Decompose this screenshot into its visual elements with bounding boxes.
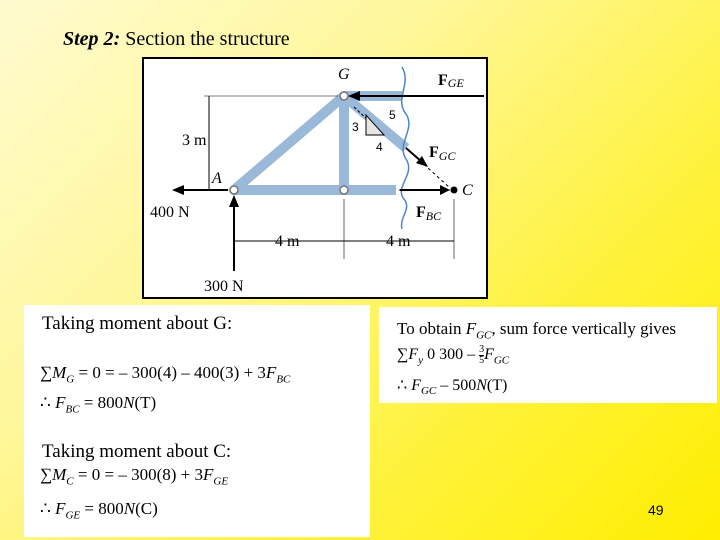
label-slope-rise: 3 xyxy=(352,120,359,134)
arrow-400N-head xyxy=(172,185,184,195)
label-dim-right: 4 m xyxy=(386,233,411,250)
point-C xyxy=(451,187,458,194)
label-A: A xyxy=(212,170,222,187)
result-FGE: ∴ $F_{GE} = 800N(C)$ xyxy=(40,499,158,522)
moment-title-C: Taking moment about C: xyxy=(42,441,232,462)
truss-figure xyxy=(142,57,488,299)
heading-text: Section the structure xyxy=(120,28,290,50)
vertical-force-panel xyxy=(379,307,717,403)
heading-step: Step 2 xyxy=(63,28,114,50)
arrow-FBC-head xyxy=(440,185,450,195)
moment-title-G: Taking moment about G: xyxy=(42,313,233,334)
moment-eq-G: $\sum M_G = 0$ = – $300(4) - 400(3) + 3F_{BC}$ xyxy=(40,363,291,386)
force-eq: $\sum F_y$ 0 300 – $\frac{3}{5}$ $F_{GC}$ xyxy=(397,344,510,367)
slide-heading xyxy=(63,28,290,51)
truss-diagram xyxy=(144,59,488,299)
label-FBC: FBC xyxy=(416,204,442,223)
page-number: 49 xyxy=(648,502,664,518)
joint-G xyxy=(340,92,348,100)
label-FGC: FGC xyxy=(429,144,456,163)
force-intro: To obtain $F_{GC}$, sum force vertically gives xyxy=(397,319,676,342)
label-slope-run: 4 xyxy=(376,140,383,154)
label-slope-hyp: 5 xyxy=(389,108,396,122)
joint-B xyxy=(340,186,348,194)
label-dim-height: 3 m xyxy=(182,132,207,149)
result-FGC: ∴ $F_{GC} - 500N(T)$ xyxy=(397,377,508,398)
label-G: G xyxy=(338,66,350,83)
member-AG xyxy=(234,96,344,190)
result-FBC: ∴ $F_{BC} = 800N(T)$ xyxy=(40,393,157,416)
label-dim-left: 4 m xyxy=(275,233,300,250)
label-300N: 300 N xyxy=(204,278,244,295)
fraction: $\frac{3}{5}$ xyxy=(479,344,485,366)
moment-eq-C: $\sum M_C = 0$ = – $300(8) + 3F_{GE}$ xyxy=(40,465,229,488)
joint-A xyxy=(230,186,238,194)
label-C: C xyxy=(462,182,473,199)
moment-equations-panel xyxy=(24,305,370,537)
label-FGE: FGE xyxy=(438,72,464,90)
arrow-300N-head xyxy=(229,195,239,207)
label-400N: 400 N xyxy=(150,204,190,221)
heading-colon: : xyxy=(113,28,121,50)
